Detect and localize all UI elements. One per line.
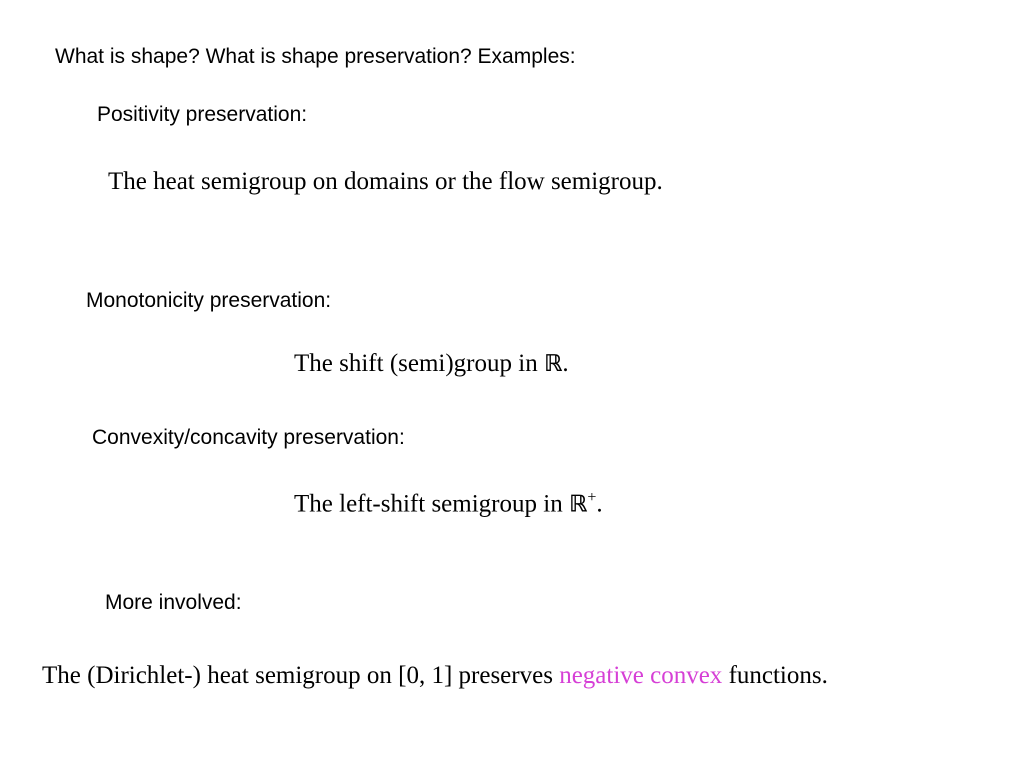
- negative-convex-highlight: negative convex: [559, 662, 723, 689]
- convexity-label: Convexity/concavity preservation:: [92, 426, 405, 449]
- more-involved-example-end: functions.: [722, 662, 828, 689]
- reals-symbol: ℝ: [543, 351, 563, 377]
- convexity-example-text: The left-shift semigroup in: [294, 490, 569, 518]
- monotonicity-example-period: .: [562, 350, 569, 377]
- more-involved-label: More involved:: [105, 591, 242, 614]
- positivity-label: Positivity preservation:: [97, 103, 308, 126]
- convexity-example: [294, 489, 603, 518]
- monotonicity-example-text: The shift (semi)group in: [294, 350, 544, 377]
- slide-heading: What is shape? What is shape preservation? Examples:: [55, 45, 576, 68]
- monotonicity-example: [294, 350, 569, 378]
- positivity-example: The heat semigroup on domains or the flow semigroup.: [108, 168, 663, 195]
- plus-superscript: +: [587, 489, 597, 506]
- more-involved-example: [42, 662, 828, 690]
- convexity-example-period: .: [596, 490, 603, 518]
- more-involved-example-text: The (Dirichlet-) heat semigroup on [0, 1] preserves: [42, 662, 560, 689]
- positive-reals-symbol: ℝ: [568, 491, 588, 518]
- monotonicity-label: Monotonicity preservation:: [86, 289, 332, 312]
